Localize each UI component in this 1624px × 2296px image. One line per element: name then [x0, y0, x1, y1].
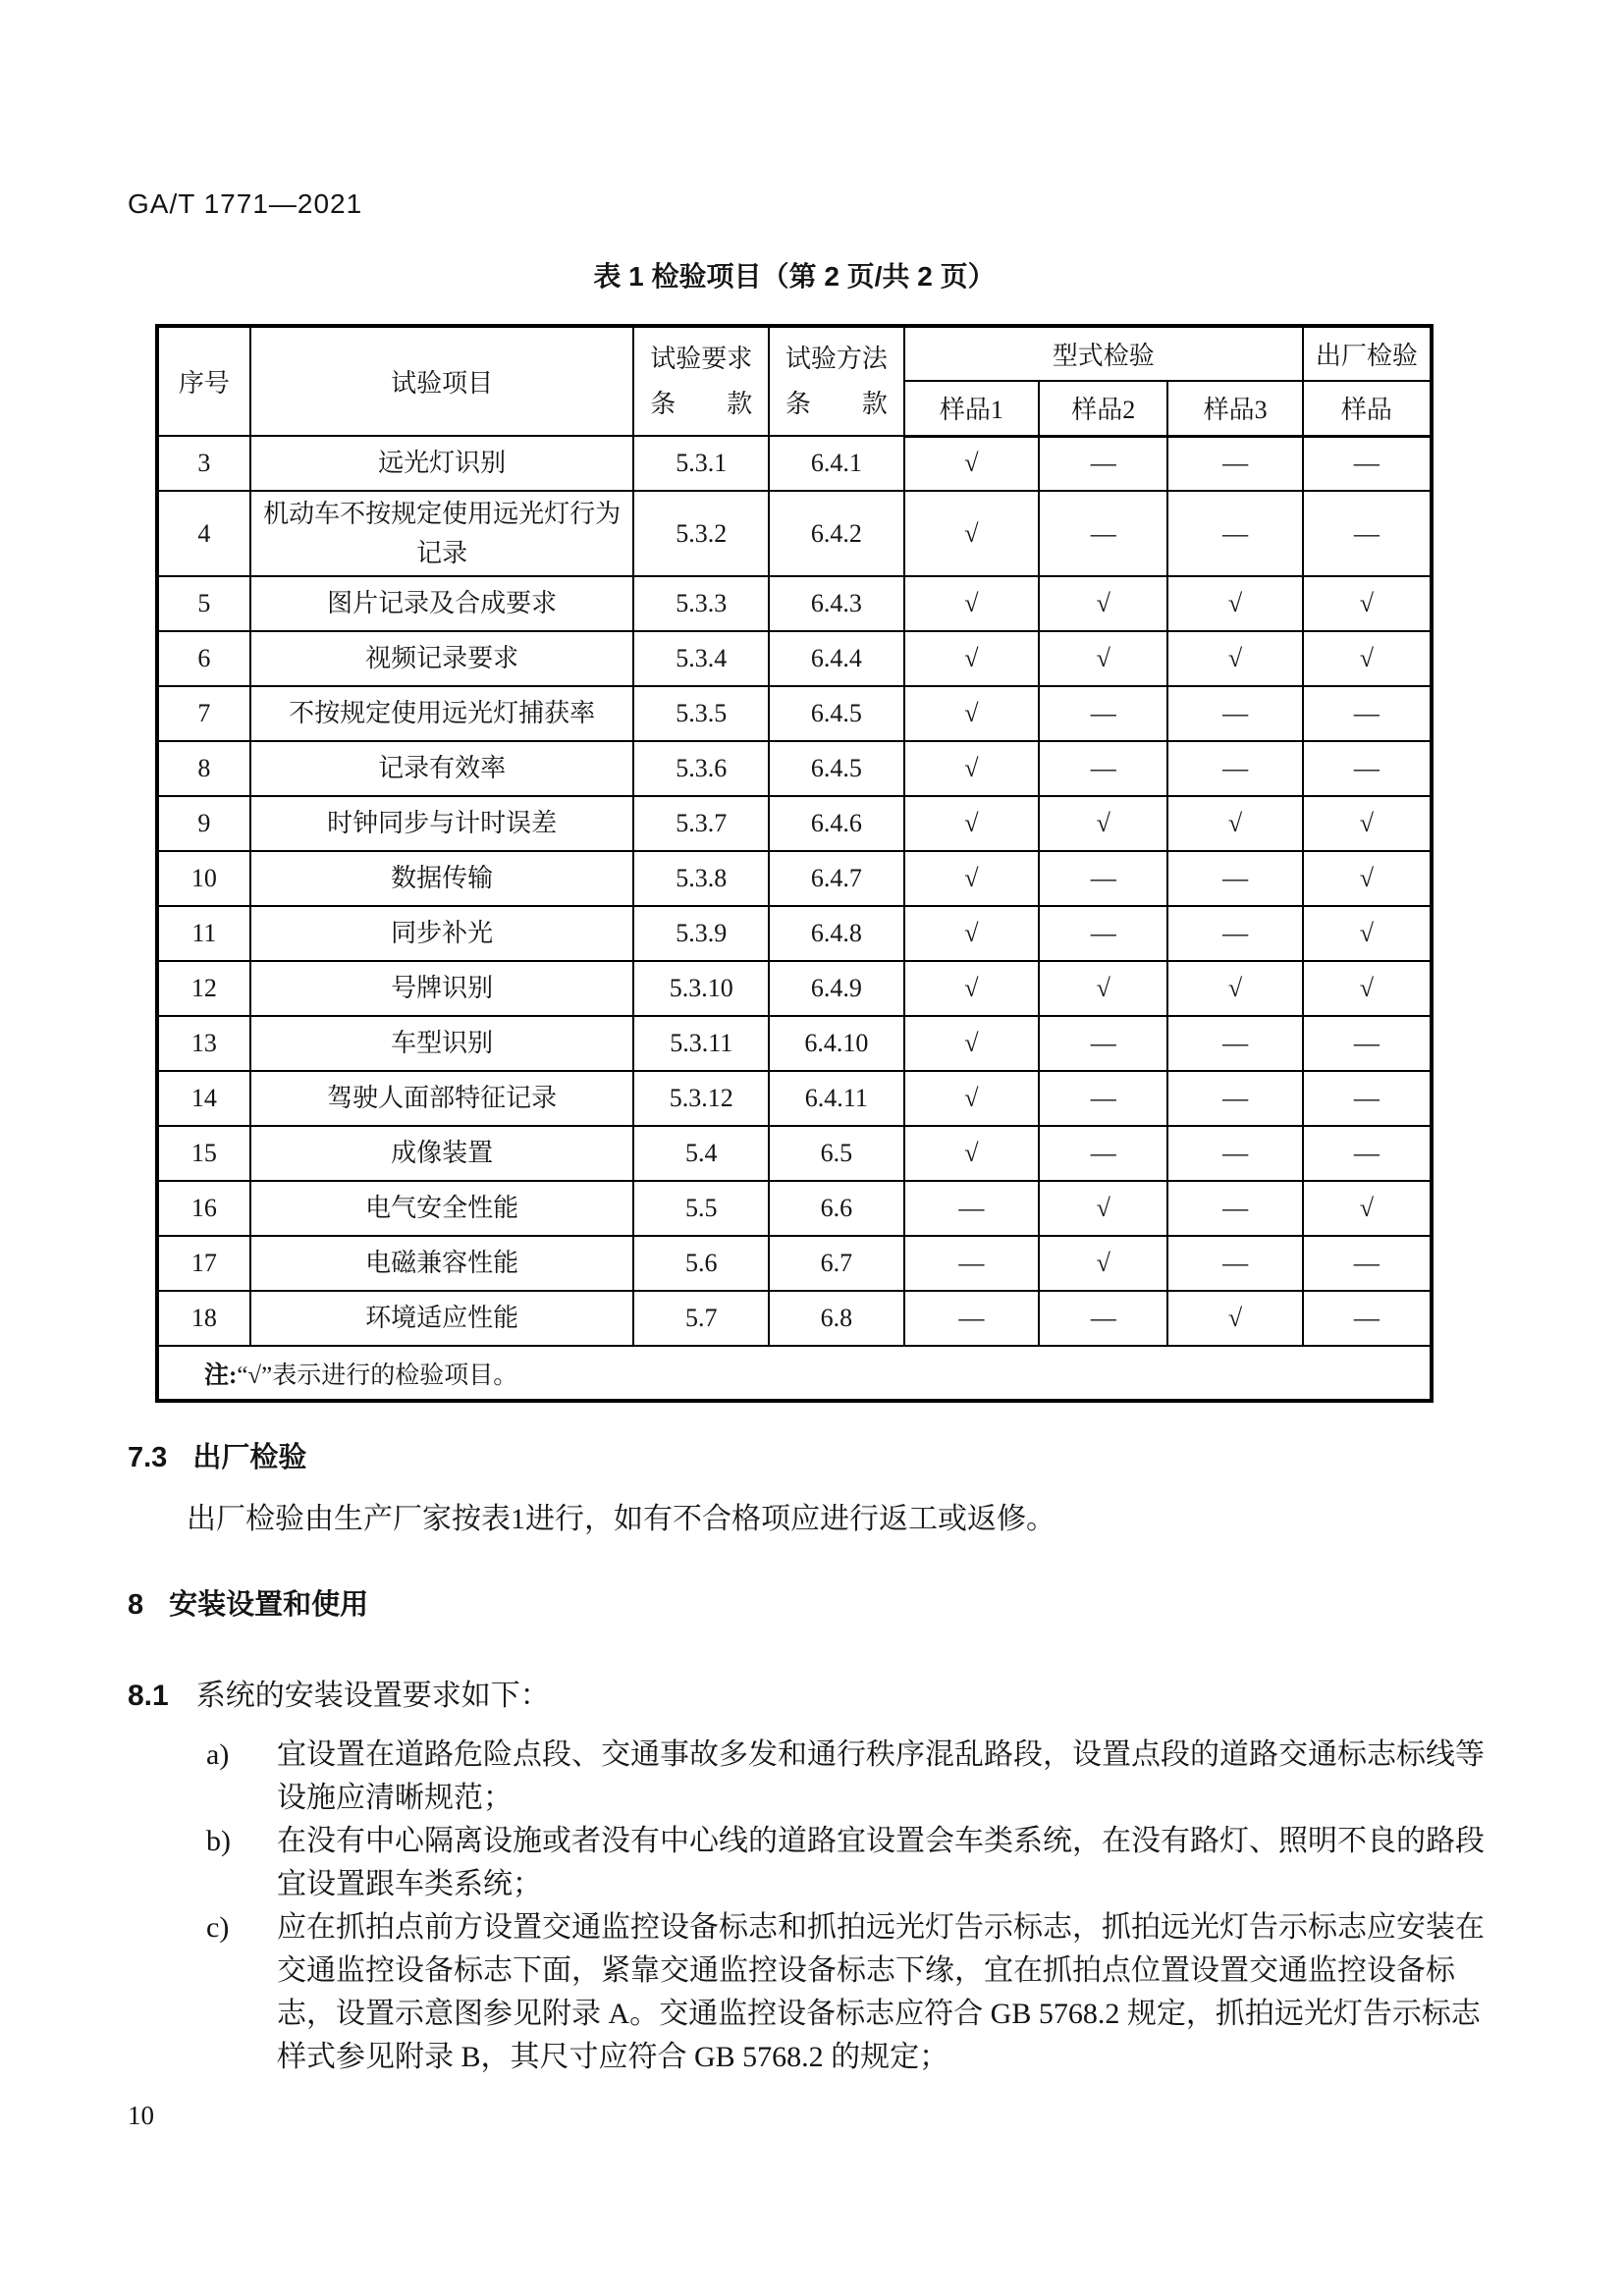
section-7-3-title: 出厂检验: [192, 1442, 307, 1473]
cell-sample3-mark: —: [1167, 1126, 1303, 1181]
cell-item: 视频记录要求: [250, 631, 634, 686]
cell-sample1-mark: √: [904, 906, 1040, 961]
cell-factory-mark: —: [1303, 1016, 1432, 1071]
cell-method-clause: 6.4.1: [769, 436, 904, 491]
cell-seq: 6: [157, 631, 250, 686]
header-method-clause: [769, 326, 904, 436]
cell-requirement-clause: 5.3.2: [633, 491, 769, 576]
cell-method-clause: 6.4.7: [769, 851, 904, 906]
cell-item: 电气安全性能: [250, 1181, 634, 1236]
inspection-items-table: [155, 324, 1434, 1403]
cell-item: 号牌识别: [250, 961, 634, 1016]
list-item-label: b): [206, 1825, 231, 1857]
cell-sample3-mark: —: [1167, 906, 1303, 961]
section-7-3-heading: [128, 1435, 306, 1475]
table-header-row-1: [157, 326, 1432, 381]
clause-list: [206, 1734, 1512, 2079]
header-requirement-line1: 试验要求: [650, 344, 753, 373]
table-row: [157, 1291, 1432, 1346]
cell-sample1-mark: √: [904, 796, 1040, 851]
cell-sample1-mark: √: [904, 631, 1040, 686]
cell-seq: 11: [157, 906, 250, 961]
cell-seq: 10: [157, 851, 250, 906]
standard-code: GA/T 1771—2021: [128, 188, 363, 219]
header-sample3: 样品3: [1167, 381, 1303, 436]
cell-seq: 12: [157, 961, 250, 1016]
cell-requirement-clause: 5.7: [633, 1291, 769, 1346]
page-number: 10: [128, 2101, 154, 2130]
cell-sample1-mark: √: [904, 686, 1040, 741]
cell-sample1-mark: —: [904, 1236, 1040, 1291]
cell-sample2-mark: √: [1039, 631, 1167, 686]
cell-seq: 15: [157, 1126, 250, 1181]
cell-method-clause: 6.4.10: [769, 1016, 904, 1071]
cell-sample1-mark: —: [904, 1291, 1040, 1346]
cell-sample2-mark: —: [1039, 1016, 1167, 1071]
table-row: [157, 741, 1432, 796]
cell-sample1-mark: √: [904, 436, 1040, 491]
clause-8-1: [128, 1671, 1512, 1714]
cell-sample1-mark: √: [904, 851, 1040, 906]
cell-seq: 8: [157, 741, 250, 796]
cell-item: 数据传输: [250, 851, 634, 906]
table-row: [157, 1016, 1432, 1071]
cell-factory-mark: —: [1303, 436, 1432, 491]
cell-item: 记录有效率: [250, 741, 634, 796]
cell-sample3-mark: √: [1167, 1291, 1303, 1346]
cell-sample3-mark: √: [1167, 631, 1303, 686]
cell-requirement-clause: 5.3.8: [633, 851, 769, 906]
table-row: [157, 961, 1432, 1016]
cell-sample3-mark: √: [1167, 961, 1303, 1016]
cell-factory-mark: —: [1303, 491, 1432, 576]
cell-method-clause: 6.8: [769, 1291, 904, 1346]
list-item-label: c): [206, 1911, 230, 1944]
cell-sample2-mark: √: [1039, 796, 1167, 851]
cell-method-clause: 6.6: [769, 1181, 904, 1236]
cell-method-clause: 6.4.3: [769, 576, 904, 631]
cell-factory-mark: —: [1303, 1291, 1432, 1346]
list-item-label: a): [206, 1738, 230, 1771]
cell-factory-mark: —: [1303, 741, 1432, 796]
cell-item: 时钟同步与计时误差: [250, 796, 634, 851]
header-seq: 序号: [157, 326, 250, 436]
cell-sample2-mark: —: [1039, 906, 1167, 961]
cell-seq: 17: [157, 1236, 250, 1291]
cell-sample1-mark: √: [904, 1126, 1040, 1181]
header-type-test: 型式检验: [904, 326, 1303, 381]
cell-factory-mark: √: [1303, 851, 1432, 906]
note-label: 注:: [204, 1362, 238, 1389]
cell-method-clause: 6.5: [769, 1126, 904, 1181]
table-row: [157, 1181, 1432, 1236]
cell-seq: 14: [157, 1071, 250, 1126]
cell-factory-mark: —: [1303, 1236, 1432, 1291]
cell-requirement-clause: 5.3.7: [633, 796, 769, 851]
table-row: [157, 576, 1432, 631]
cell-requirement-clause: 5.4: [633, 1126, 769, 1181]
cell-factory-mark: √: [1303, 961, 1432, 1016]
header-factory-test: 出厂检验: [1303, 326, 1432, 381]
cell-method-clause: 6.4.8: [769, 906, 904, 961]
cell-method-clause: 6.4.11: [769, 1071, 904, 1126]
table-row: [157, 436, 1432, 491]
list-item-text: 在没有中心隔离设施或者没有中心线的道路宜设置会车类系统，在没有路灯、照明不良的路段宜设置跟车类系统；: [277, 1825, 1485, 1900]
header-sample1: 样品1: [904, 381, 1040, 436]
cell-seq: 13: [157, 1016, 250, 1071]
cell-sample2-mark: —: [1039, 1071, 1167, 1126]
table-note: [157, 1346, 1432, 1401]
cell-item: 成像装置: [250, 1126, 634, 1181]
cell-sample2-mark: —: [1039, 491, 1167, 576]
table-row: [157, 1071, 1432, 1126]
cell-item: 驾驶人面部特征记录: [250, 1071, 634, 1126]
section-8-number: 8: [128, 1589, 144, 1621]
table-row: [157, 906, 1432, 961]
cell-sample1-mark: √: [904, 741, 1040, 796]
table-row: [157, 631, 1432, 686]
cell-sample2-mark: —: [1039, 1291, 1167, 1346]
cell-sample2-mark: —: [1039, 1126, 1167, 1181]
cell-method-clause: 6.7: [769, 1236, 904, 1291]
cell-sample3-mark: —: [1167, 1181, 1303, 1236]
cell-item: 不按规定使用远光灯捕获率: [250, 686, 634, 741]
cell-method-clause: 6.4.5: [769, 741, 904, 796]
table-row: [157, 1236, 1432, 1291]
section-7-3-number: 7.3: [128, 1442, 168, 1473]
cell-requirement-clause: 5.3.5: [633, 686, 769, 741]
cell-sample2-mark: √: [1039, 1236, 1167, 1291]
cell-factory-mark: √: [1303, 631, 1432, 686]
cell-sample2-mark: √: [1039, 1181, 1167, 1236]
cell-sample1-mark: √: [904, 576, 1040, 631]
cell-sample3-mark: —: [1167, 491, 1303, 576]
cell-seq: 9: [157, 796, 250, 851]
cell-factory-mark: √: [1303, 906, 1432, 961]
cell-sample2-mark: √: [1039, 576, 1167, 631]
cell-requirement-clause: 5.3.4: [633, 631, 769, 686]
cell-seq: 18: [157, 1291, 250, 1346]
cell-item: 同步补光: [250, 906, 634, 961]
cell-sample1-mark: —: [904, 1181, 1040, 1236]
list-item-text: 应在抓拍点前方设置交通监控设备标志和抓拍远光灯告示标志，抓拍远光灯告示标志应安装在交通监控设备标志下面，紧靠交通监控设备标志下缘，宜在抓拍点位置设置交通监控设备标志，设置示意图参见附录 A。交通监控设备标志应符合 GB 5768.2 规定，抓拍远光灯告示标志样式参见附录 B，其尺寸应符合 GB 5768.2 的规定；: [277, 1911, 1485, 2073]
cell-item: 远光灯识别: [250, 436, 634, 491]
list-item-text: 宜设置在道路危险点段、交通事故多发和通行秩序混乱路段，设置点段的道路交通标志标线等设施应清晰规范；: [277, 1738, 1485, 1814]
cell-method-clause: 6.4.2: [769, 491, 904, 576]
list-item: [206, 1820, 1512, 1906]
cell-requirement-clause: 5.6: [633, 1236, 769, 1291]
cell-sample1-mark: √: [904, 1016, 1040, 1071]
cell-requirement-clause: 5.3.11: [633, 1016, 769, 1071]
table-row: [157, 686, 1432, 741]
cell-item: 机动车不按规定使用远光灯行为记录: [250, 491, 634, 576]
cell-sample3-mark: —: [1167, 741, 1303, 796]
cell-sample1-mark: √: [904, 1071, 1040, 1126]
cell-factory-mark: —: [1303, 1071, 1432, 1126]
cell-sample3-mark: —: [1167, 436, 1303, 491]
cell-sample1-mark: √: [904, 491, 1040, 576]
cell-requirement-clause: 5.3.10: [633, 961, 769, 1016]
section-8-heading: [128, 1582, 368, 1623]
cell-method-clause: 6.4.5: [769, 686, 904, 741]
table-row: [157, 1126, 1432, 1181]
table-title: 表 1 检验项目（第 2 页/共 2 页）: [593, 261, 996, 292]
table-body: [157, 326, 1432, 1401]
header-sample: 样品: [1303, 381, 1432, 436]
cell-requirement-clause: 5.3.3: [633, 576, 769, 631]
header-method-line1: 试验方法: [785, 344, 888, 373]
cell-seq: 5: [157, 576, 250, 631]
cell-sample2-mark: —: [1039, 686, 1167, 741]
table-row: [157, 796, 1432, 851]
header-sample2: 样品2: [1039, 381, 1167, 436]
cell-requirement-clause: 5.3.1: [633, 436, 769, 491]
cell-method-clause: 6.4.4: [769, 631, 904, 686]
cell-sample2-mark: —: [1039, 436, 1167, 491]
cell-item: 图片记录及合成要求: [250, 576, 634, 631]
cell-sample3-mark: √: [1167, 796, 1303, 851]
cell-requirement-clause: 5.3.6: [633, 741, 769, 796]
header-requirement-line2: 条 款: [650, 389, 753, 418]
cell-sample3-mark: —: [1167, 1236, 1303, 1291]
cell-method-clause: 6.4.9: [769, 961, 904, 1016]
cell-sample3-mark: —: [1167, 1016, 1303, 1071]
cell-seq: 16: [157, 1181, 250, 1236]
cell-factory-mark: —: [1303, 1126, 1432, 1181]
cell-factory-mark: √: [1303, 1181, 1432, 1236]
cell-sample2-mark: —: [1039, 851, 1167, 906]
cell-seq: 7: [157, 686, 250, 741]
table-row: [157, 491, 1432, 576]
cell-requirement-clause: 5.3.12: [633, 1071, 769, 1126]
list-item: [206, 1906, 1512, 2079]
cell-factory-mark: √: [1303, 576, 1432, 631]
table-row: [157, 851, 1432, 906]
cell-sample3-mark: —: [1167, 1071, 1303, 1126]
cell-requirement-clause: 5.3.9: [633, 906, 769, 961]
cell-item: 环境适应性能: [250, 1291, 634, 1346]
cell-sample3-mark: —: [1167, 851, 1303, 906]
cell-method-clause: 6.4.6: [769, 796, 904, 851]
clause-8-1-intro: 系统的安装设置要求如下：: [195, 1680, 550, 1712]
header-item: 试验项目: [250, 326, 634, 436]
cell-seq: 4: [157, 491, 250, 576]
section-7-3-paragraph: 出厂检验由生产厂家按表1进行，如有不合格项应进行返工或返修。: [187, 1503, 1056, 1535]
cell-sample2-mark: —: [1039, 741, 1167, 796]
cell-sample1-mark: √: [904, 961, 1040, 1016]
note-text: “√”表示进行的检验项目。: [237, 1362, 518, 1389]
list-item: [206, 1734, 1512, 1820]
header-method-line2: 条 款: [785, 389, 888, 418]
header-requirement-clause: [633, 326, 769, 436]
cell-requirement-clause: 5.5: [633, 1181, 769, 1236]
cell-seq: 3: [157, 436, 250, 491]
cell-item: 车型识别: [250, 1016, 634, 1071]
cell-sample3-mark: √: [1167, 576, 1303, 631]
table-note-row: [157, 1346, 1432, 1401]
section-8-title: 安装设置和使用: [169, 1589, 369, 1621]
cell-item: 电磁兼容性能: [250, 1236, 634, 1291]
cell-factory-mark: —: [1303, 686, 1432, 741]
cell-sample2-mark: √: [1039, 961, 1167, 1016]
cell-factory-mark: √: [1303, 796, 1432, 851]
clause-8-1-number: 8.1: [128, 1680, 169, 1712]
cell-sample3-mark: —: [1167, 686, 1303, 741]
